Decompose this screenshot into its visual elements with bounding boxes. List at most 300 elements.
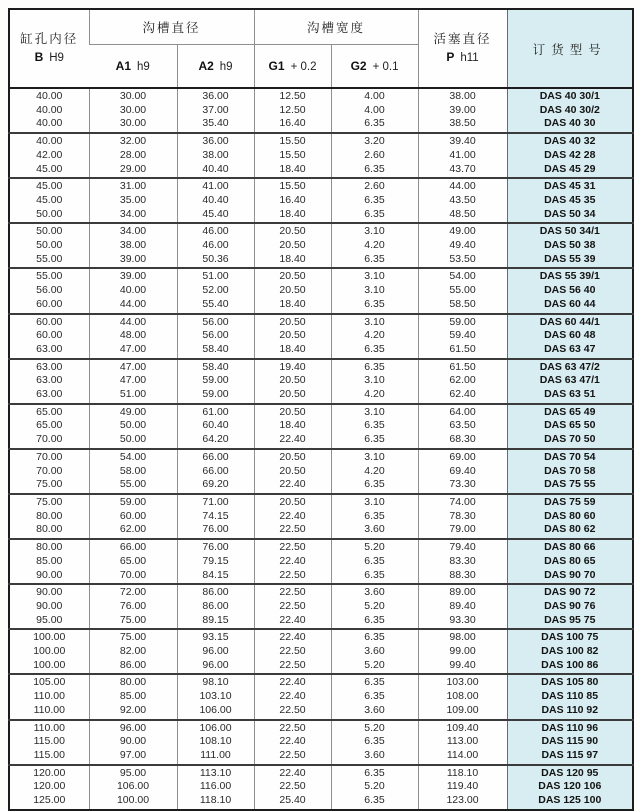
cell-order-model: DAS 40 30 xyxy=(507,117,633,133)
cell-piston-p: 119.40 xyxy=(418,780,507,794)
table-row xyxy=(9,104,633,118)
table-row xyxy=(9,208,633,224)
table-row xyxy=(9,494,633,510)
cell-g2: 5.20 xyxy=(331,539,418,555)
cell-order-model: DAS 45 29 xyxy=(507,163,633,179)
cell-bore-b: 55.00 xyxy=(36,252,63,265)
table-row xyxy=(9,629,633,645)
cell-g2: 6.35 xyxy=(331,794,418,810)
cell-a1: 75.00 xyxy=(89,629,177,645)
cell-g1: 18.40 xyxy=(254,298,331,314)
cell-g2: 2.60 xyxy=(331,149,418,163)
cell-a1: 31.00 xyxy=(89,178,177,194)
cell-a2: 118.10 xyxy=(177,794,254,810)
cell-piston-p: 44.00 xyxy=(418,178,507,194)
cell-order-model: DAS 50 34 xyxy=(507,208,633,224)
cell-bore-b: 125.00 xyxy=(33,794,66,807)
cell-g2: 6.35 xyxy=(331,555,418,569)
cell-order-model: DAS 70 50 xyxy=(507,433,633,449)
cell-order-model: DAS 55 39/1 xyxy=(507,268,633,284)
cell-g2: 3.60 xyxy=(331,523,418,539)
cell-a2: 96.00 xyxy=(177,645,254,659)
cell-g1: 18.40 xyxy=(254,419,331,433)
cell-piston-p: 63.50 xyxy=(418,419,507,433)
row-group xyxy=(9,674,633,719)
table-row xyxy=(9,614,633,630)
cell-bore-b: 60.00 xyxy=(36,297,63,310)
cell-a1: 47.00 xyxy=(89,343,177,359)
cell-order-model: DAS 63 51 xyxy=(507,388,633,404)
cell-order-model: DAS 50 34/1 xyxy=(507,223,633,239)
cell-piston-p: 59.40 xyxy=(418,329,507,343)
cell-a1: 60.00 xyxy=(89,510,177,524)
cell-a2: 106.00 xyxy=(177,720,254,736)
header-groove-width-group: 沟槽宽度 xyxy=(254,9,418,45)
cell-bore-b: 40.00 xyxy=(36,103,63,116)
table-row xyxy=(9,449,633,465)
cell-piston-p: 38.00 xyxy=(418,88,507,104)
cell-g1: 22.40 xyxy=(254,735,331,749)
cell-piston-p: 62.00 xyxy=(418,374,507,388)
table-row xyxy=(9,284,633,298)
table-row xyxy=(9,419,633,433)
cell-order-model: DAS 120 95 xyxy=(507,765,633,781)
table-row xyxy=(9,645,633,659)
cell-a1: 106.00 xyxy=(89,780,177,794)
cell-g2: 5.20 xyxy=(331,659,418,675)
cell-g2: 6.35 xyxy=(331,690,418,704)
cell-bore-b: 45.00 xyxy=(36,162,63,175)
cell-g2: 4.00 xyxy=(331,88,418,104)
cell-bore-b: 90.00 xyxy=(36,599,63,612)
cell-a2: 58.40 xyxy=(177,359,254,375)
cell-bore-b: 40.00 xyxy=(36,117,63,130)
cell-piston-p: 69.00 xyxy=(418,449,507,465)
cell-order-model: DAS 50 38 xyxy=(507,239,633,253)
cell-piston-p: 39.40 xyxy=(418,133,507,149)
table-row xyxy=(9,569,633,585)
cell-order-model: DAS 95 75 xyxy=(507,614,633,630)
cell-a2: 69.20 xyxy=(177,478,254,494)
cell-a2: 51.00 xyxy=(177,268,254,284)
cell-g1: 20.50 xyxy=(254,374,331,388)
cell-g2: 6.35 xyxy=(331,765,418,781)
row-group xyxy=(9,223,633,268)
cell-order-model: DAS 45 31 xyxy=(507,178,633,194)
cell-g2: 6.35 xyxy=(331,194,418,208)
row-group xyxy=(9,629,633,674)
cell-g1: 15.50 xyxy=(254,133,331,149)
cell-g2: 6.35 xyxy=(331,163,418,179)
cell-g2: 3.60 xyxy=(331,704,418,720)
cell-piston-p: 49.40 xyxy=(418,239,507,253)
cell-piston-p: 109.40 xyxy=(418,720,507,736)
cell-a1: 97.00 xyxy=(89,749,177,765)
header-a1: A1 h9 xyxy=(115,59,150,73)
cell-a2: 37.00 xyxy=(177,104,254,118)
cell-a2: 84.15 xyxy=(177,569,254,585)
cell-bore-b: 50.00 xyxy=(36,239,63,252)
cell-order-model: DAS 75 59 xyxy=(507,494,633,510)
table-row xyxy=(9,478,633,494)
header-piston-tolerance: h11 xyxy=(460,51,479,64)
cell-order-model: DAS 75 55 xyxy=(507,478,633,494)
cell-a2: 96.00 xyxy=(177,659,254,675)
cell-g2: 6.35 xyxy=(331,735,418,749)
table-row xyxy=(9,659,633,675)
row-group xyxy=(9,584,633,629)
cell-g1: 20.50 xyxy=(254,284,331,298)
cell-g1: 19.40 xyxy=(254,359,331,375)
header-groove-diameter-group: 沟槽直径 xyxy=(89,9,254,45)
cell-order-model: DAS 110 92 xyxy=(507,704,633,720)
table-row xyxy=(9,239,633,253)
row-group xyxy=(9,494,633,539)
cell-order-model: DAS 65 49 xyxy=(507,404,633,420)
cell-order-model: DAS 60 44 xyxy=(507,298,633,314)
cell-piston-p: 61.50 xyxy=(418,343,507,359)
cell-g2: 3.10 xyxy=(331,284,418,298)
cell-g1: 22.40 xyxy=(254,690,331,704)
cell-a2: 64.20 xyxy=(177,433,254,449)
cell-g2: 4.20 xyxy=(331,239,418,253)
table-row xyxy=(9,388,633,404)
cell-g1: 22.40 xyxy=(254,433,331,449)
cell-piston-p: 38.50 xyxy=(418,117,507,133)
cell-piston-p: 79.00 xyxy=(418,523,507,539)
cell-a2: 61.00 xyxy=(177,404,254,420)
cell-g1: 22.40 xyxy=(254,674,331,690)
table-row xyxy=(9,510,633,524)
cell-bore-b: 70.00 xyxy=(36,433,63,446)
cell-order-model: DAS 65 50 xyxy=(507,419,633,433)
cell-order-model: DAS 63 47 xyxy=(507,343,633,359)
cell-order-model: DAS 90 70 xyxy=(507,569,633,585)
cell-piston-p: 89.40 xyxy=(418,600,507,614)
table-row xyxy=(9,149,633,163)
cell-a1: 34.00 xyxy=(89,208,177,224)
cell-g1: 20.50 xyxy=(254,404,331,420)
cell-bore-b: 80.00 xyxy=(36,523,63,536)
cell-g2: 6.35 xyxy=(331,208,418,224)
cell-piston-p: 68.30 xyxy=(418,433,507,449)
table-row xyxy=(9,690,633,704)
cell-bore-b: 63.00 xyxy=(36,360,63,373)
cell-a1: 62.00 xyxy=(89,523,177,539)
cell-order-model: DAS 70 58 xyxy=(507,465,633,479)
cell-g2: 6.35 xyxy=(331,510,418,524)
cell-bore-b: 63.00 xyxy=(36,374,63,387)
cell-a2: 76.00 xyxy=(177,523,254,539)
cell-piston-p: 43.50 xyxy=(418,194,507,208)
cell-a2: 66.00 xyxy=(177,449,254,465)
table-row xyxy=(9,374,633,388)
cell-bore-b: 56.00 xyxy=(36,284,63,297)
cell-g1: 18.40 xyxy=(254,343,331,359)
cell-a1: 40.00 xyxy=(89,284,177,298)
cell-g2: 3.10 xyxy=(331,404,418,420)
row-group xyxy=(9,88,633,133)
cell-order-model: DAS 42 28 xyxy=(507,149,633,163)
cell-g1: 20.50 xyxy=(254,239,331,253)
cell-order-model: DAS 100 86 xyxy=(507,659,633,675)
cell-a2: 71.00 xyxy=(177,494,254,510)
table-row xyxy=(9,314,633,330)
cell-bore-b: 115.00 xyxy=(33,735,65,748)
cell-a1: 59.00 xyxy=(89,494,177,510)
cell-g1: 22.50 xyxy=(254,523,331,539)
cell-bore-b: 45.00 xyxy=(36,180,63,193)
table-row xyxy=(9,704,633,720)
cell-order-model: DAS 55 39 xyxy=(507,253,633,269)
cell-a2: 66.00 xyxy=(177,465,254,479)
cell-order-model: DAS 63 47/1 xyxy=(507,374,633,388)
cell-a1: 30.00 xyxy=(89,104,177,118)
cell-a2: 116.00 xyxy=(177,780,254,794)
cell-piston-p: 73.30 xyxy=(418,478,507,494)
cell-g1: 12.50 xyxy=(254,88,331,104)
cell-a1: 44.00 xyxy=(89,314,177,330)
cell-order-model: DAS 115 97 xyxy=(507,749,633,765)
cell-bore-b: 90.00 xyxy=(36,586,63,599)
cell-piston-p: 109.00 xyxy=(418,704,507,720)
cell-g1: 16.40 xyxy=(254,194,331,208)
row-group xyxy=(9,539,633,584)
cell-a1: 50.00 xyxy=(89,433,177,449)
cell-g2: 3.10 xyxy=(331,223,418,239)
table-row xyxy=(9,523,633,539)
cell-a2: 56.00 xyxy=(177,329,254,343)
cell-bore-b: 90.00 xyxy=(36,568,63,581)
cell-g2: 6.35 xyxy=(331,117,418,133)
cell-piston-p: 99.00 xyxy=(418,645,507,659)
cell-g1: 12.50 xyxy=(254,104,331,118)
table-header xyxy=(9,9,633,88)
cell-a2: 60.40 xyxy=(177,419,254,433)
row-group xyxy=(9,404,633,449)
cell-g1: 22.50 xyxy=(254,645,331,659)
cell-bore-b: 120.00 xyxy=(33,780,66,793)
cell-piston-p: 39.00 xyxy=(418,104,507,118)
cell-order-model: DAS 56 40 xyxy=(507,284,633,298)
header-piston-title: 活塞直径 xyxy=(433,31,492,46)
cell-bore-b: 50.00 xyxy=(36,207,63,220)
cell-a1: 72.00 xyxy=(89,584,177,600)
cell-a2: 50.36 xyxy=(177,253,254,269)
cell-piston-p: 118.10 xyxy=(418,765,507,781)
header-bore-tolerance: H9 xyxy=(49,51,64,64)
cell-order-model: DAS 125 100 xyxy=(507,794,633,810)
row-group xyxy=(9,178,633,223)
cell-a1: 82.00 xyxy=(89,645,177,659)
cell-g2: 5.20 xyxy=(331,600,418,614)
table-row xyxy=(9,749,633,765)
cell-g1: 22.50 xyxy=(254,720,331,736)
cell-a2: 35.40 xyxy=(177,117,254,133)
cell-g2: 5.20 xyxy=(331,780,418,794)
cell-a1: 30.00 xyxy=(89,117,177,133)
cell-piston-p: 98.00 xyxy=(418,629,507,645)
cell-a2: 58.40 xyxy=(177,343,254,359)
cell-bore-b: 100.00 xyxy=(33,631,66,644)
cell-bore-b: 65.00 xyxy=(36,419,63,432)
cell-order-model: DAS 70 54 xyxy=(507,449,633,465)
table-row xyxy=(9,735,633,749)
cell-a1: 90.00 xyxy=(89,735,177,749)
table-row xyxy=(9,359,633,375)
cell-g1: 20.50 xyxy=(254,388,331,404)
cell-a1: 58.00 xyxy=(89,465,177,479)
cell-order-model: DAS 110 85 xyxy=(507,690,633,704)
cell-piston-p: 113.00 xyxy=(418,735,507,749)
cell-piston-p: 83.30 xyxy=(418,555,507,569)
table-row xyxy=(9,133,633,149)
cell-a1: 39.00 xyxy=(89,253,177,269)
cell-bore-b: 40.00 xyxy=(36,90,63,102)
cell-a2: 98.10 xyxy=(177,674,254,690)
cell-a2: 36.00 xyxy=(177,133,254,149)
cell-a2: 93.15 xyxy=(177,629,254,645)
cell-a1: 49.00 xyxy=(89,404,177,420)
cell-bore-b: 60.00 xyxy=(36,329,63,342)
cell-a2: 55.40 xyxy=(177,298,254,314)
cell-piston-p: 69.40 xyxy=(418,465,507,479)
cell-a1: 55.00 xyxy=(89,478,177,494)
cell-g2: 6.35 xyxy=(331,359,418,375)
cell-a2: 108.10 xyxy=(177,735,254,749)
row-group xyxy=(9,449,633,494)
cell-bore-b: 60.00 xyxy=(36,315,63,328)
cell-bore-b: 42.00 xyxy=(36,148,63,161)
cell-g1: 22.50 xyxy=(254,659,331,675)
table-row xyxy=(9,117,633,133)
cell-g2: 3.10 xyxy=(331,314,418,330)
cell-a2: 111.00 xyxy=(177,749,254,765)
header-g1: G1 + 0.2 xyxy=(254,45,331,89)
cell-a2: 59.00 xyxy=(177,374,254,388)
cell-g1: 20.50 xyxy=(254,465,331,479)
cell-a1: 66.00 xyxy=(89,539,177,555)
cell-bore-b: 100.00 xyxy=(33,658,66,671)
cell-piston-p: 55.00 xyxy=(418,284,507,298)
cell-piston-p: 48.50 xyxy=(418,208,507,224)
cell-g2: 6.35 xyxy=(331,343,418,359)
cell-order-model: DAS 80 62 xyxy=(507,523,633,539)
cell-bore-b: 75.00 xyxy=(36,478,63,491)
row-group xyxy=(9,133,633,178)
row-group xyxy=(9,765,633,810)
cell-a2: 76.00 xyxy=(177,539,254,555)
cell-g2: 2.60 xyxy=(331,178,418,194)
cell-a2: 52.00 xyxy=(177,284,254,298)
cell-piston-p: 93.30 xyxy=(418,614,507,630)
cell-a1: 76.00 xyxy=(89,600,177,614)
cell-a2: 74.15 xyxy=(177,510,254,524)
table-row xyxy=(9,465,633,479)
cell-a1: 92.00 xyxy=(89,704,177,720)
cell-a2: 36.00 xyxy=(177,88,254,104)
header-piston-diameter xyxy=(418,9,507,88)
cell-order-model: DAS 110 96 xyxy=(507,720,633,736)
table-row xyxy=(9,194,633,208)
header-bore-diameter xyxy=(9,9,89,88)
cell-g2: 3.60 xyxy=(331,749,418,765)
cell-bore-b: 100.00 xyxy=(33,645,66,658)
cell-a2: 45.40 xyxy=(177,208,254,224)
table-row xyxy=(9,253,633,269)
table-row xyxy=(9,343,633,359)
cell-order-model: DAS 100 75 xyxy=(507,629,633,645)
cell-a2: 59.00 xyxy=(177,388,254,404)
cell-g2: 6.35 xyxy=(331,253,418,269)
table-row xyxy=(9,794,633,810)
header-order-code: 订货型号 xyxy=(507,9,633,88)
cell-a2: 79.15 xyxy=(177,555,254,569)
cell-order-model: DAS 40 30/1 xyxy=(507,88,633,104)
cell-g1: 20.50 xyxy=(254,494,331,510)
cell-a1: 86.00 xyxy=(89,659,177,675)
table-row xyxy=(9,674,633,690)
cell-a1: 30.00 xyxy=(89,88,177,104)
cell-g2: 4.20 xyxy=(331,388,418,404)
cell-a2: 103.10 xyxy=(177,690,254,704)
cell-g2: 3.60 xyxy=(331,645,418,659)
cell-order-model: DAS 80 65 xyxy=(507,555,633,569)
cell-piston-p: 123.00 xyxy=(418,794,507,810)
cell-g2: 6.35 xyxy=(331,419,418,433)
table-row xyxy=(9,163,633,179)
cell-a1: 39.00 xyxy=(89,268,177,284)
header-bore-title: 缸孔内径 xyxy=(20,31,79,46)
cell-piston-p: 61.50 xyxy=(418,359,507,375)
cell-g2: 4.20 xyxy=(331,329,418,343)
cell-g1: 16.40 xyxy=(254,117,331,133)
cell-a2: 46.00 xyxy=(177,239,254,253)
cell-a1: 80.00 xyxy=(89,674,177,690)
cell-g1: 22.50 xyxy=(254,780,331,794)
cell-g2: 3.60 xyxy=(331,584,418,600)
cell-g1: 20.50 xyxy=(254,223,331,239)
cell-g1: 22.40 xyxy=(254,629,331,645)
cell-a1: 32.00 xyxy=(89,133,177,149)
cell-a1: 35.00 xyxy=(89,194,177,208)
cell-g1: 22.40 xyxy=(254,555,331,569)
cell-piston-p: 88.30 xyxy=(418,569,507,585)
cell-a1: 47.00 xyxy=(89,359,177,375)
table-row xyxy=(9,178,633,194)
cell-g2: 3.10 xyxy=(331,494,418,510)
cell-a2: 86.00 xyxy=(177,600,254,614)
cell-piston-p: 59.00 xyxy=(418,314,507,330)
table-row xyxy=(9,298,633,314)
cell-order-model: DAS 63 47/2 xyxy=(507,359,633,375)
cell-bore-b: 80.00 xyxy=(36,541,63,554)
header-a2: A2 h9 xyxy=(177,45,254,89)
cell-a1: 47.00 xyxy=(89,374,177,388)
header-bore-symbol: B xyxy=(34,49,44,64)
cell-g2: 6.35 xyxy=(331,478,418,494)
cell-g2: 6.35 xyxy=(331,629,418,645)
das-seal-spec-table xyxy=(8,8,634,811)
table-row xyxy=(9,223,633,239)
cell-g1: 22.40 xyxy=(254,614,331,630)
cell-bore-b: 55.00 xyxy=(36,270,63,283)
cell-piston-p: 64.00 xyxy=(418,404,507,420)
cell-bore-b: 75.00 xyxy=(36,495,63,508)
cell-g1: 20.50 xyxy=(254,329,331,343)
cell-a1: 44.00 xyxy=(89,298,177,314)
cell-piston-p: 103.00 xyxy=(418,674,507,690)
